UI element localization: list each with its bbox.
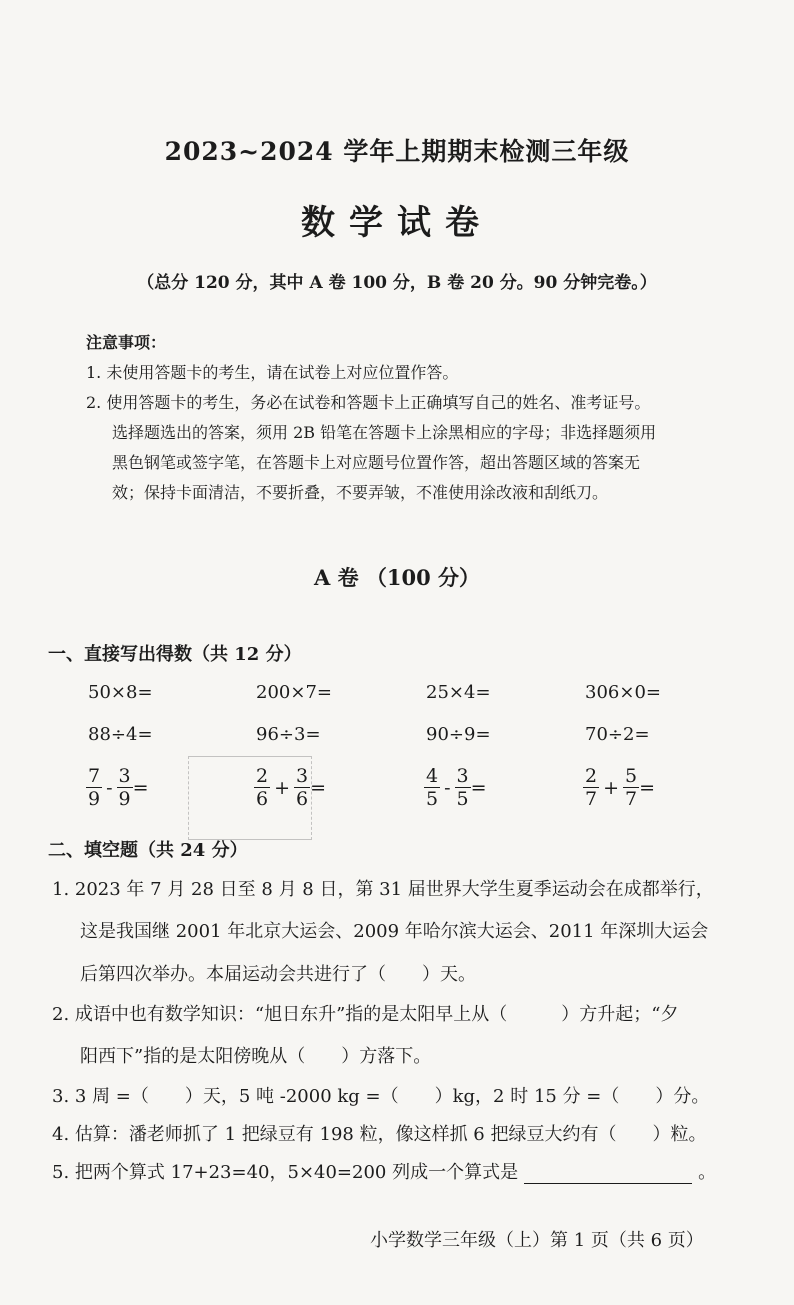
note-item-1: 1. 未使用答题卡的考生，请在试卷上对应位置作答。	[86, 363, 459, 382]
calc-item: 50×8=	[88, 682, 153, 703]
question-1-line3: 后第四次举办。本届运动会共进行了（ ）天。	[80, 964, 476, 985]
note-item-2-line3: 黑色钢笔或签字笔，在答题卡上对应题号位置作答，超出答题区域的答案无	[112, 453, 641, 472]
note-item-2: 2. 使用答题卡的考生，务必在试卷和答题卡上正确填写自己的姓名、准考证号。	[86, 393, 651, 412]
calc-item: 96÷3=	[256, 724, 321, 745]
section-a-title: A 卷 （100 分）	[313, 565, 481, 590]
fraction-problem: 2 7 + $\frac{5}{7}$ =	[585, 765, 656, 810]
page-footer: 小学数学三年级（上）第 1 页（共 6 页）	[370, 1230, 704, 1251]
calc-item: 200×7=	[256, 682, 332, 703]
calc-item: 90÷9=	[426, 724, 491, 745]
calc-item: 25×4=	[426, 682, 491, 703]
question-2: 2. 成语中也有数学知识：“旭日东升”指的是太阳早上从（ ）方升起；“夕	[52, 1004, 679, 1025]
question-2-line2: 阳西下”指的是太阳傍晚从（ ）方落下。	[80, 1046, 432, 1067]
exam-title: 数学试卷	[301, 203, 493, 243]
question-5: 5. 把两个算式 17+23=40，5×40=200 列成一个算式是 。	[52, 1162, 717, 1183]
answer-blank[interactable]	[524, 1165, 692, 1184]
note-item-2-line4: 效；保持卡面清洁，不要折叠，不要弄皱，不准使用涂改液和刮纸刀。	[112, 483, 609, 502]
question-3: 3. 3 周 =（ ）天，5 吨 -2000 kg =（ ）kg，2 时 15 分 =（ ）分。	[52, 1086, 710, 1107]
question-4: 4. 估算：潘老师抓了 1 把绿豆有 198 粒，像这样抓 6 把绿豆大约有（ ）粒。	[52, 1124, 707, 1145]
exam-subtitle: （总分 120 分，其中 A 卷 100 分，B 卷 20 分。90 分钟完卷。）	[137, 273, 657, 293]
calc-item: 306×0=	[585, 682, 661, 703]
fraction-problem: 4 5 - $\frac{3}{5}$ =	[426, 765, 487, 810]
note-item-2-line2: 选择题选出的答案，须用 2B 铅笔在答题卡上涂黑相应的字母；非选择题须用	[112, 423, 657, 442]
notes-heading: 注意事项：	[86, 333, 167, 352]
question-1: 1. 2023 年 7 月 28 日至 8 月 8 日，第 31 届世界大学生夏季运动会在成都举行，	[52, 879, 714, 900]
calc-item: 70÷2=	[585, 724, 650, 745]
fraction-problem: 7 9 - $\frac{3}{9}$ =	[88, 765, 149, 810]
question-1-line2: 这是我国继 2001 年北京大运会、2009 年哈尔滨大运会、2011 年深圳大运会	[80, 921, 709, 942]
part2-heading: 二、填空题（共 24 分）	[48, 840, 248, 861]
calc-item: 88÷4=	[88, 724, 153, 745]
fraction-problem: 2 6 + $\frac{3}{6}$ =	[256, 765, 327, 810]
part1-heading: 一、直接写出得数（共 12 分）	[48, 644, 302, 665]
exam-title-line1: 2023~2024 学年上期期末检测三年级	[164, 137, 630, 166]
